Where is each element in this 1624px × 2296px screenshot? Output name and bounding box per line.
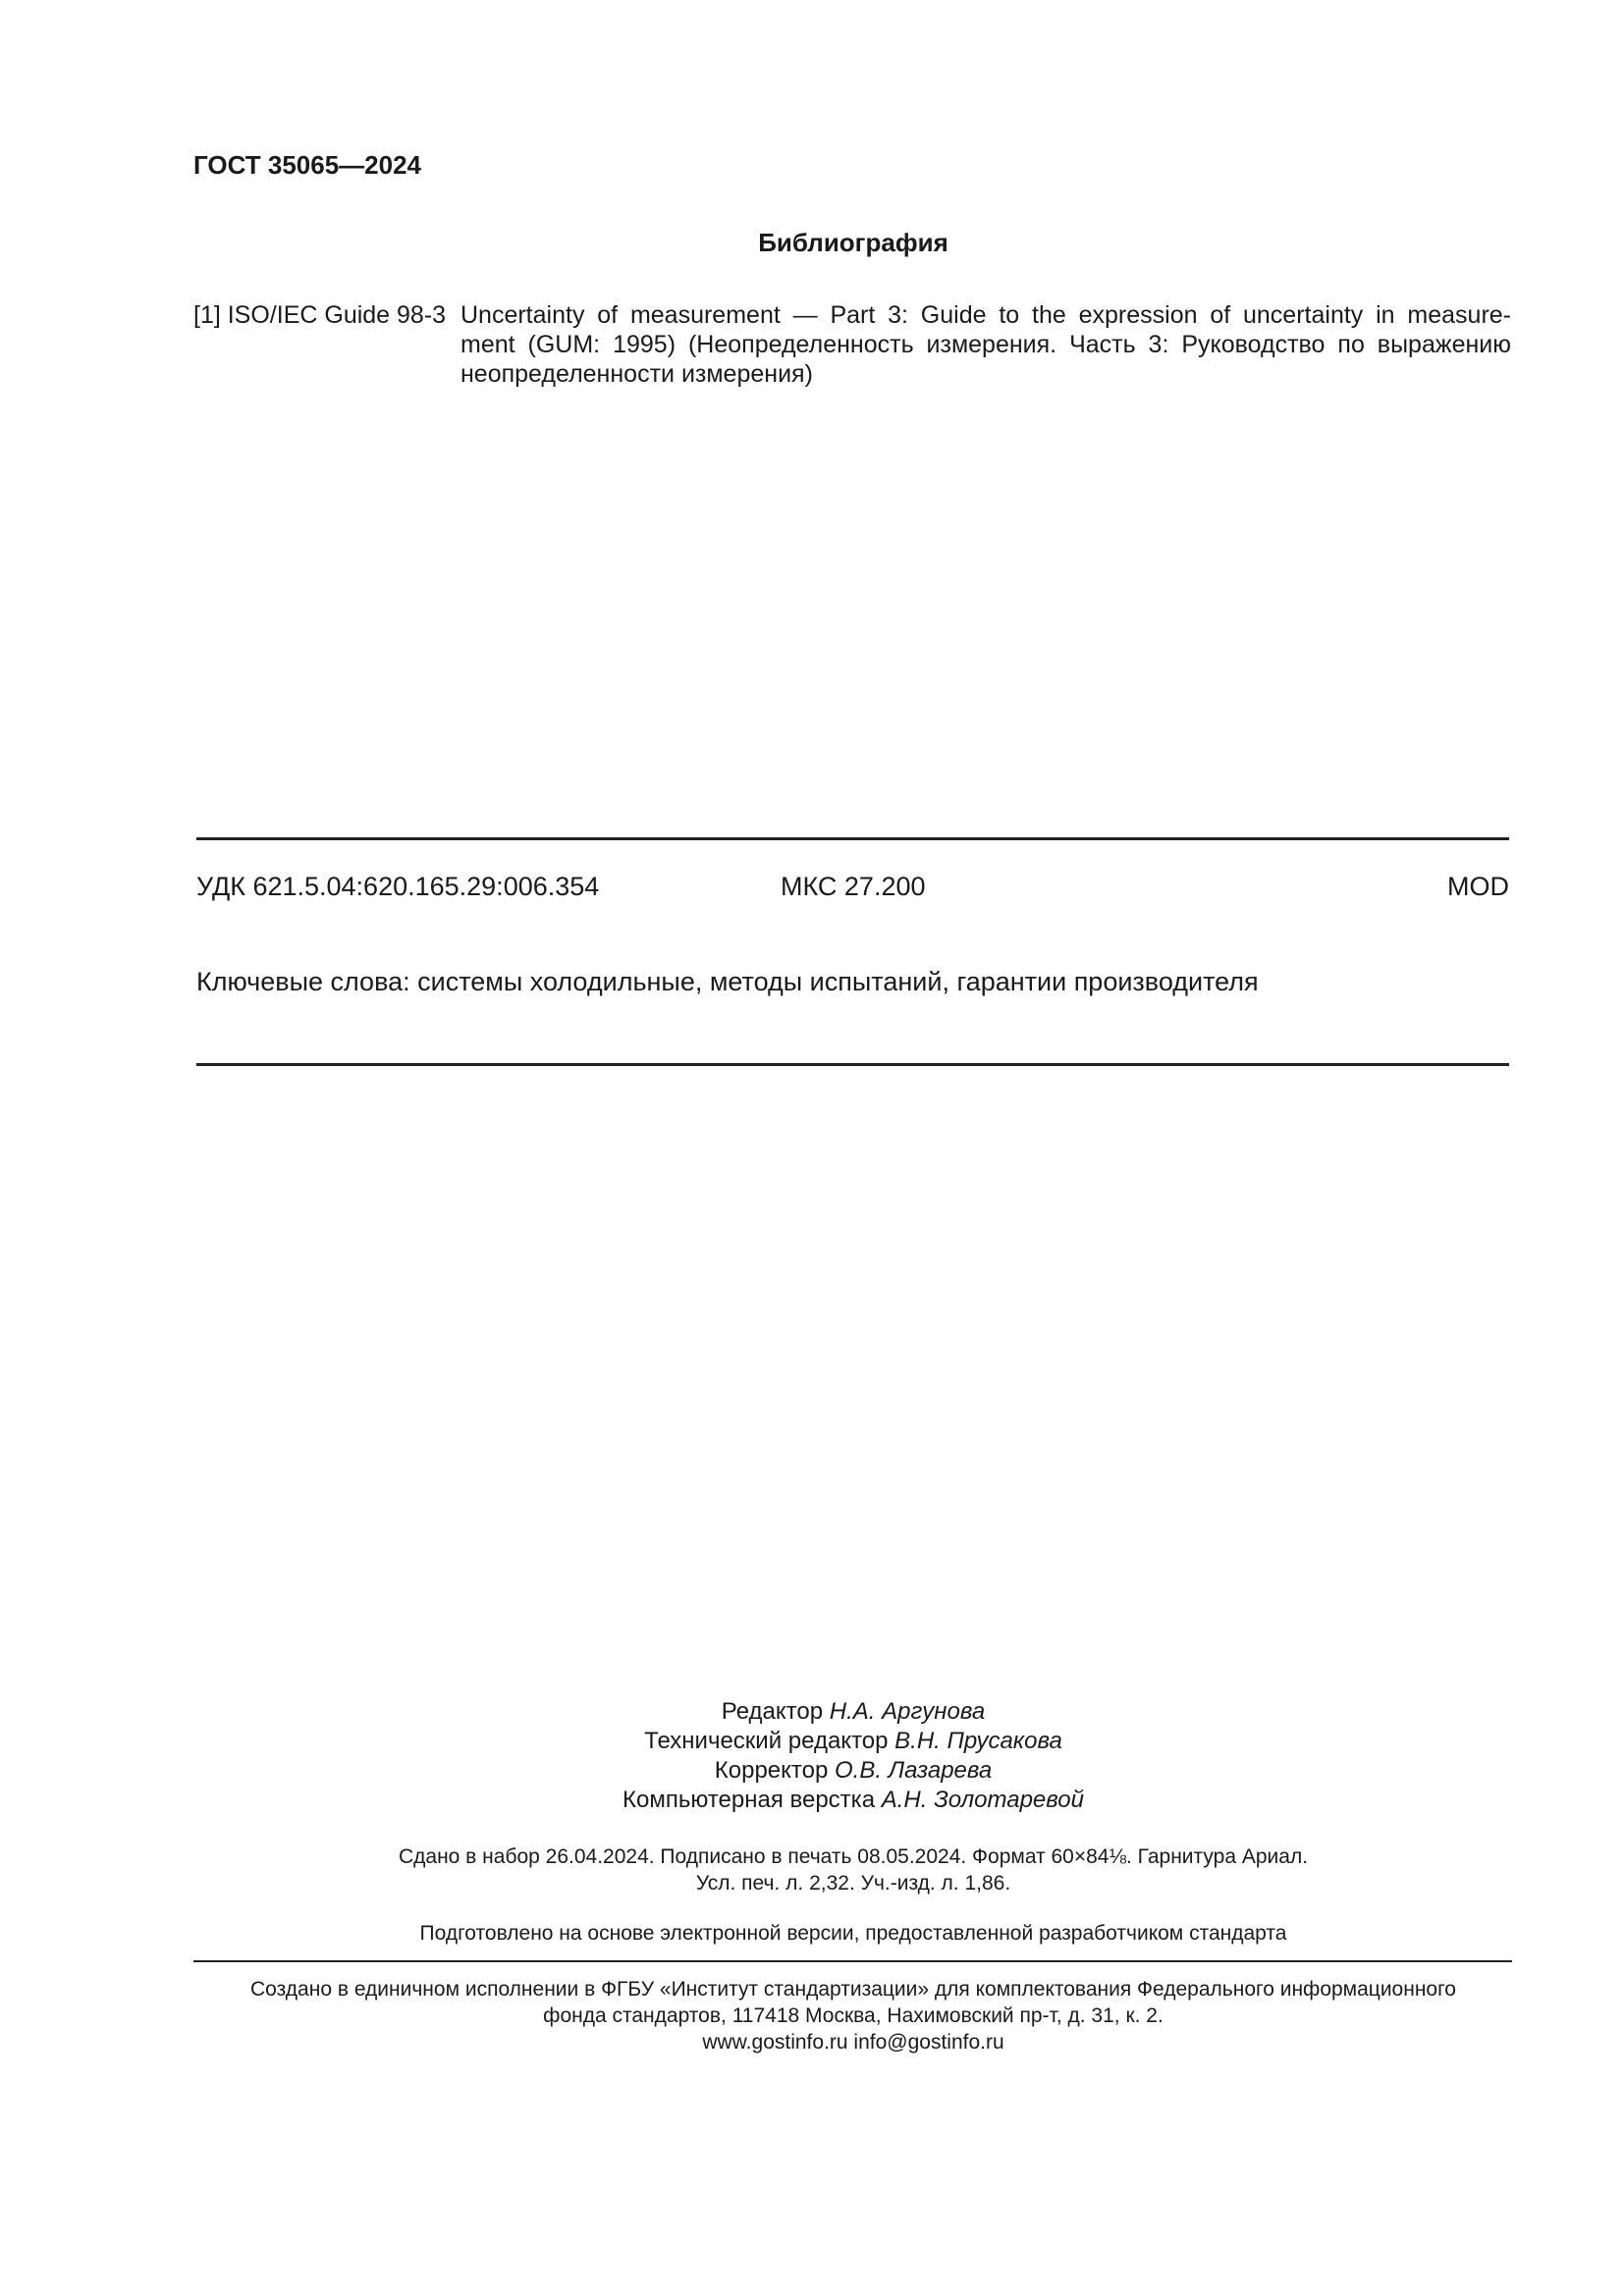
publisher-footer bbox=[0, 1976, 1624, 2056]
document-id: ГОСТ 35065—2024 bbox=[193, 150, 421, 180]
divider-top bbox=[196, 837, 1509, 840]
mks-code: МКС 27.200 bbox=[781, 872, 926, 901]
bibliography-title: Библиография bbox=[758, 228, 948, 257]
footer-line: фонда стандартов, 117418 Москва, Нахимовский пр-т, д. 31, к. 2. bbox=[543, 2004, 1164, 2027]
credit-corrector: Корректор О.В. Лазарева bbox=[714, 1757, 993, 1784]
imprint-line: Усл. печ. л. 2,32. Уч.-изд. л. 1,86. bbox=[695, 1872, 1011, 1895]
udk-code: УДК 621.5.04:620.165.29:006.354 bbox=[196, 872, 600, 901]
imprint-block bbox=[0, 1843, 1624, 1896]
credits-block bbox=[0, 1697, 1624, 1815]
prepared-note: Подготовлено на основе электронной версии, предоставленной разработчиком стандарта bbox=[419, 1922, 1287, 1945]
bibliography-line: ment (GUM: 1995) (Неопределенность измерения. Часть 3: Руководство по выражению bbox=[460, 331, 1511, 358]
bibliography-reference: [1] ISO/IEC Guide 98-3 bbox=[193, 301, 447, 329]
credit-editor: Редактор Н.А. Аргунова bbox=[721, 1698, 986, 1725]
footer-contacts: www.gostinfo.ru info@gostinfo.ru bbox=[702, 2031, 1004, 2054]
mod-label: MOD bbox=[1447, 872, 1509, 901]
footer-divider bbox=[193, 1960, 1512, 1962]
credit-tech-editor: Технический редактор В.Н. Прусакова bbox=[644, 1728, 1062, 1754]
imprint-line: Сдано в набор 26.04.2024. Подписано в печать 08.05.2024. Формат 60×84⅛. Гарнитура Ариал. bbox=[398, 1845, 1309, 1868]
footer-line: Создано в единичном исполнении в ФГБУ «Институт стандартизации» для комплектования Федерального информационного bbox=[250, 1978, 1456, 2001]
divider-bottom bbox=[196, 1063, 1509, 1066]
bibliography-line: Uncertainty of measurement — Part 3: Guide to the expression of uncertainty in measure- bbox=[460, 301, 1511, 329]
credit-layout: Компьютерная верстка А.Н. Золотаревой bbox=[623, 1787, 1084, 1813]
bibliography-description bbox=[460, 300, 1511, 389]
keywords: Ключевые слова: системы холодильные, методы испытаний, гарантии производителя bbox=[196, 967, 1259, 996]
bibliography-line: неопределенности измерения) bbox=[460, 360, 813, 388]
